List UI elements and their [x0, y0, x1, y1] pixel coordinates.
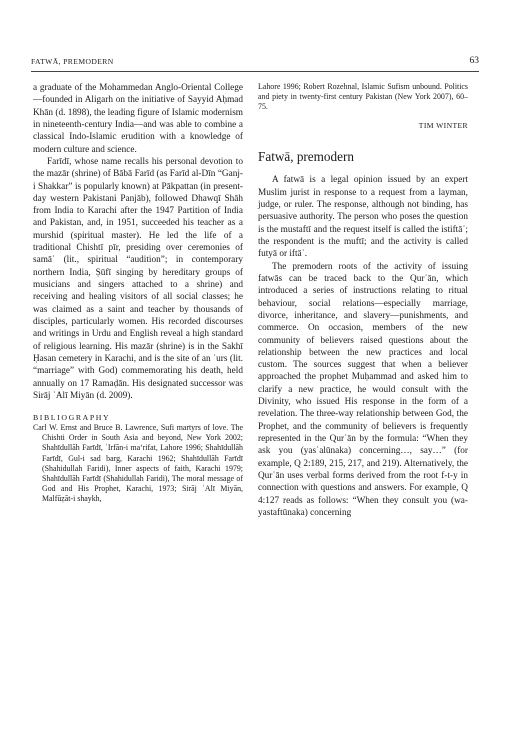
entry-title: Fatwā, premodern: [258, 149, 354, 165]
bibliography-text: Carl W. Ernst and Bruce B. Lawrence, Sufi martyrs of love. The Chishti Order in South Asia and beyond, New York 2002; Shahīdullāh Farīdī, ʿIrfān-i ma‘rifat, Lahore 1996; Shahīdullāh Farīdī, Gul-i sad barg, Karachi 1962; Shahīdullāh Farīdī (Shahidullah Faridi), Inner aspects of faith, Karachi 1979; Shahīdullāh Farīdī (Shahidullah Faridi), The moral message of God and His Prophet, Karachi, 1973; Sirāj ʿAlī Miyān, Malfūẓāt-i shaykh,: [33, 423, 243, 504]
body-paragraph: a graduate of the Mohammedan Anglo-Oriental College—founded in Aligarh on the initiative of Sayyid Aḥmad Khān (d. 1898), the leading figure of Islamic modernism in nineteenth-century India—and was able to combine a classical Indo-Islamic erudition with a knowledge of modern culture and science.: [33, 83, 243, 155]
author-signature: TIM WINTER: [418, 121, 468, 131]
running-head: FATWĀ, PREMODERN: [31, 57, 114, 66]
left-column: [33, 82, 243, 504]
page-number: 63: [469, 56, 479, 66]
body-paragraph: Farīdī, whose name recalls his personal devotion to the mazār (shrine) of Bābā Farīd (as Farīd al-Dīn “Ganj-i Shakkar” is popularly known) at Pākpattan (in present-day western Pakistani Panjāb), followed Dhawqī Shāh from India to Karachi after the 1947 Partition of India and Pakistan, and, in 1951, succeeded his teacher as a murshid (spiritual master). He led the life of a traditional Chishtī pīr, presiding over ceremonies of samāʿ (lit., spiritual “audition”; in contemporary northern India, Ṣūfī singing by hereditary groups of musicians and singers attached to a shrine) and receiving and healing visitors of all social classes; he was claimed as a saint and teacher by thousands of disciples, particularly women. His recorded discourses and writings in Urdu and English reveal a high standard of religious learning. His mazār (shrine) is in the Sakhī Ḥasan cemetery in Karachi, and is the site of an ʿurs (lit. “marriage” with God) commemorating his death, held annually on 17 Ramaḍān. His designated successor was Sirāj ʿAlī Miyān (d. 2009).: [33, 156, 243, 401]
right-column: [258, 82, 468, 519]
bibliography-heading: BIBLIOGRAPHY: [33, 413, 111, 423]
body-paragraph: A fatwā is a legal opinion issued by an expert Muslim jurist in response to a request from a layman, judge, or ruler. The response, although not binding, has persuasive authority. The person who poses the question is the mustaftī and the request itself is called the istiftāʾ; the respondent is the muftī; and the activity is called futyā or iftāʾ.: [258, 175, 468, 260]
body-paragraph: The premodern roots of the activity of issuing fatwās can be traced back to the Qurʾān, which introduced a series of instructions relating to ritual behaviour, social relations—especially marriage, divorce, inheritance, and slavery—punishments, and commerce. On occasion, members of the new community of believers raised questions about the relationship between the new practices and local custom. The sources suggest that when a believer approached the prophet Muḥammad and asked him to clarify a new practice, he would consult with the Divinity, who issued His response in the form of a revelation. The three-way relationship between God, the Prophet, and the community of believers is frequently represented in the Qurʾān by the formula: “When they ask you (yasʾalūnaka) concerning…, say…” (for example, Q 2:189, 215, 217, and 219). Alternatively, the Qurʾān uses verbal forms derived from the root f-t-y in connection with questions and answers. For example, Q 4:127 reads as follows: “When they consult you (wa-yastaftūnaka) concerning: [258, 261, 468, 518]
page-header: [31, 57, 479, 72]
bibliography-continued: Lahore 1996; Robert Rozehnal, Islamic Sufism unbound. Politics and piety in twenty-first century Pakistan (New York 2007), 60–75.: [258, 82, 468, 112]
